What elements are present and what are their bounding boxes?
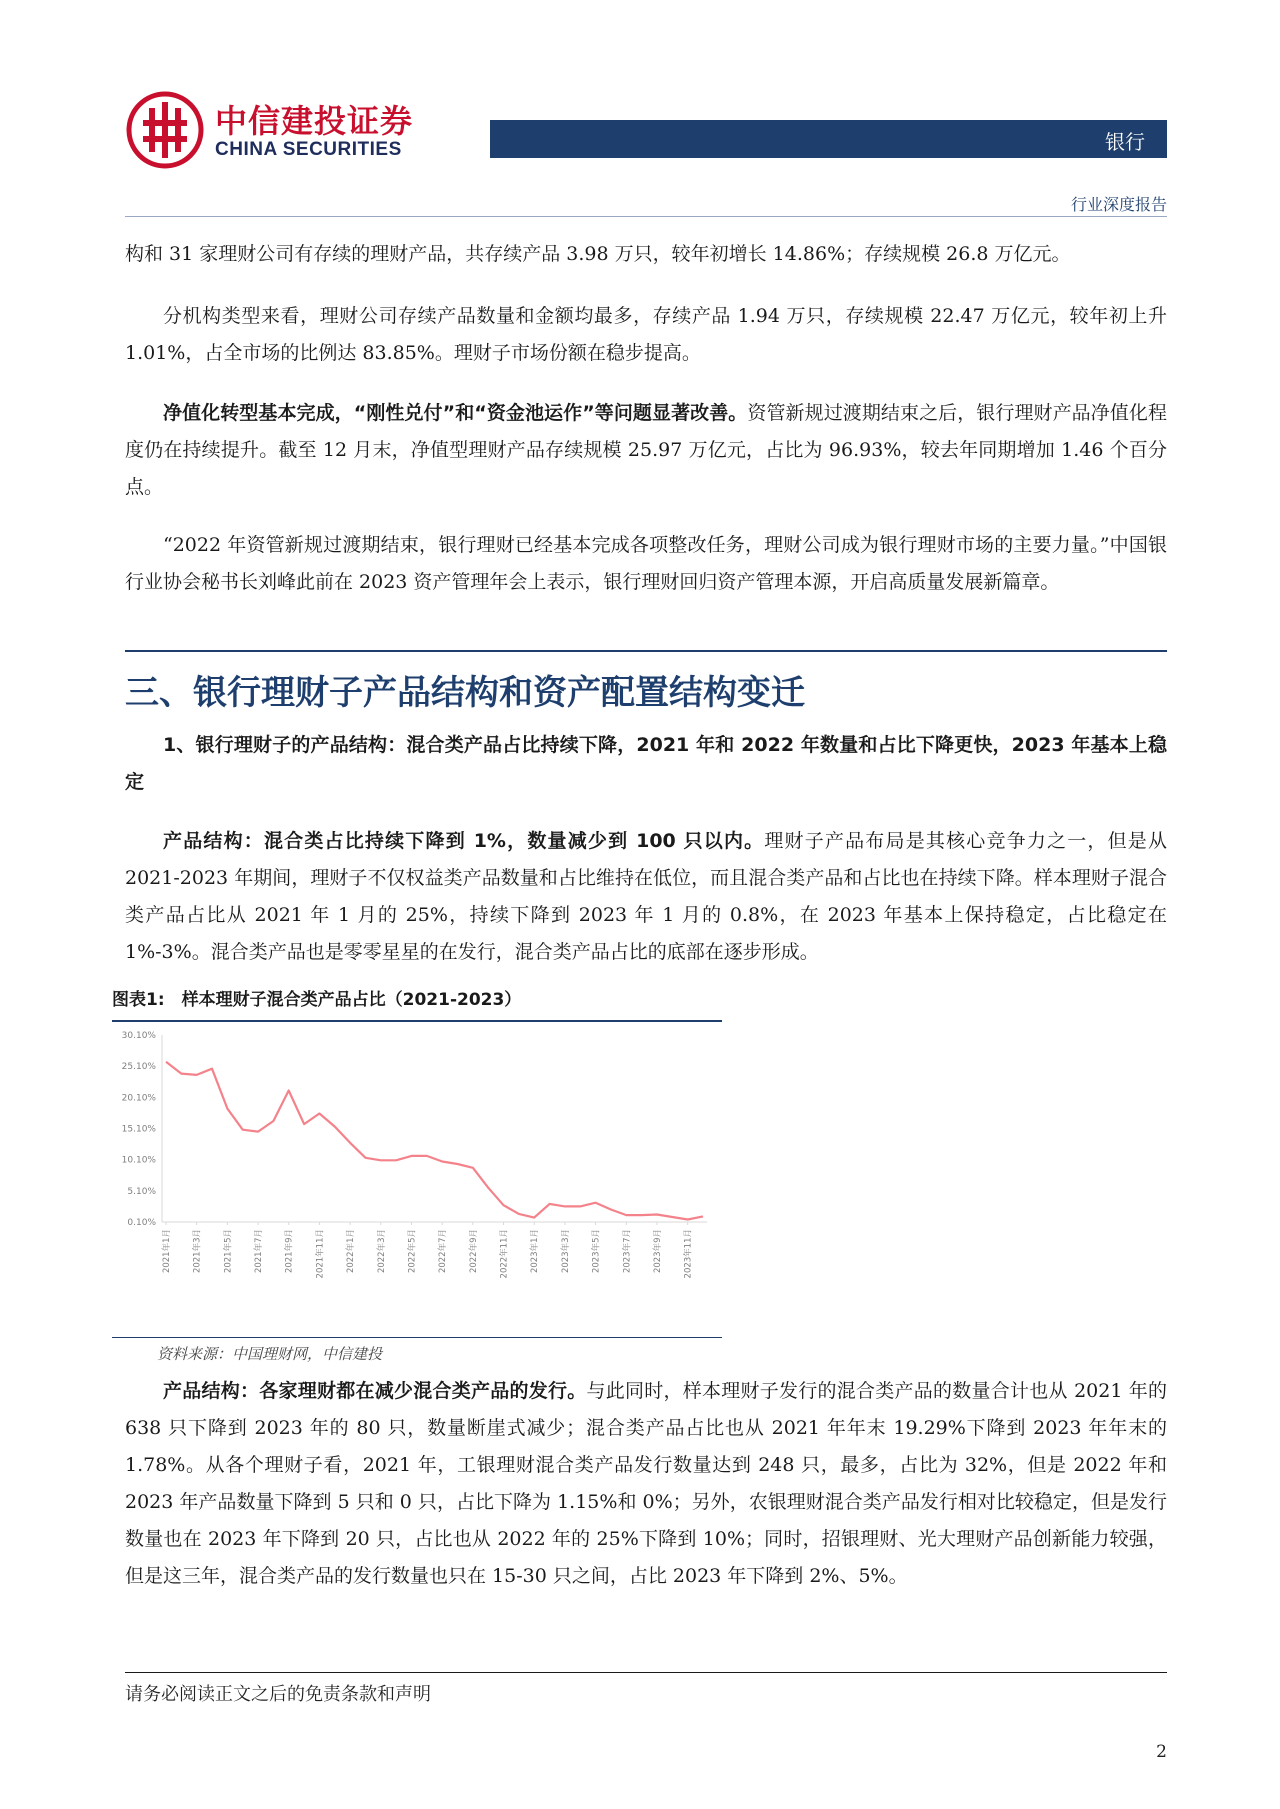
y-tick-label: 20.10% xyxy=(121,1093,156,1104)
paragraph-2: 分机构类型来看，理财公司存续产品数量和金额均最多，存续产品 1.94 万只，存续规模 22.47 万亿元，较年初上升 1.01%，占全市场的比例达 83.85%。理财子市场份额在稳步提高。 xyxy=(125,305,1167,364)
figure-bottom-rule xyxy=(112,1337,722,1338)
paragraph-3-lead: 净值化转型基本完成，“刚性兑付”和“资金池运作”等问题显著改善。 xyxy=(163,402,748,424)
paragraph-6-text: 与此同时，样本理财子发行的混合类产品的数量合计也从 2021 年的 638 只下降到 2023 年的 80 只，数量断崖式减少；混合类产品占比也从 2021 年年末 19.29%下降到 2023 年年末的 1.78%。从各个理财子看，2021 年，工银理财混合类产品发行数量达到 248 只，最多，占比为 32%，但是 2022 年和 2023 年产品数量下降到 5 只和 0 只，占比下降为 1.15%和 0%；另外，农银理财混合类产品发行相对比较稳定，但是发行数量也在 2023 年下降到 20 只，占比也从 2022 年的 25%下降到 10%；同时，招银理财、光大理财产品创新能力较强，但是这三年，混合类产品的发行数量也只在 15-30 只之间，占比 2023 年下降到 2%、5%。 xyxy=(125,1380,1167,1587)
category-label: 银行 xyxy=(1105,130,1145,154)
x-tick-label: 2023年9月 xyxy=(652,1229,663,1274)
paragraph-6 xyxy=(125,1373,1167,1595)
header-divider xyxy=(125,216,1167,217)
x-tick-label: 2021年3月 xyxy=(192,1229,203,1274)
x-tick-label: 2022年1月 xyxy=(346,1229,357,1274)
paragraph-3 xyxy=(125,395,1167,506)
x-tick-label: 2023年3月 xyxy=(560,1229,571,1274)
figure-title: 图表1: 样本理财子混合类产品占比（2021-2023） xyxy=(112,990,522,1010)
logo-english-name: CHINA SECURITIES xyxy=(215,139,402,160)
y-tick-label: 10.10% xyxy=(121,1155,156,1166)
footer-divider xyxy=(125,1672,1167,1673)
section-title: 三、银行理财子产品结构和资产配置结构变迁 xyxy=(125,673,805,713)
x-tick-label: 2022年5月 xyxy=(407,1229,418,1274)
mixed-product-share-chart xyxy=(112,1022,722,1336)
series-line-mixed-share xyxy=(166,1062,703,1220)
paragraph-5-text: 理财子产品布局是其核心竞争力之一，但是从 2021-2023 年期间，理财子不仅权益类产品数量和占比维持在低位，而且混合类产品和占比也在持续下降。样本理财子混合类产品占比从 2021 年 1 月的 25%，持续下降到 2023 年 1 月的 0.8%，在 2023 年基本上保持稳定，占比稳定在 1%-3%。混合类产品也是零零星星的在发行，混合类产品占比的底部在逐步形成。 xyxy=(125,830,1167,963)
x-tick-label: 2023年11月 xyxy=(683,1229,694,1279)
paragraph-5-lead: 产品结构：混合类占比持续下降到 1%，数量减少到 100 只以内。 xyxy=(163,830,765,852)
category-banner xyxy=(490,120,1167,158)
x-tick-label: 2021年5月 xyxy=(223,1229,234,1274)
x-tick-label: 2023年7月 xyxy=(622,1229,633,1274)
y-tick-label: 25.10% xyxy=(121,1062,156,1073)
report-type: 行业深度报告 xyxy=(1070,195,1167,214)
paragraph-3-text: 资管新规过渡期结束之后，银行理财产品净值化程度仍在持续提升。截至 12 月末，净值型理财产品存续规模 25.97 万亿元，占比为 96.93%，较去年同期增加 1.46 个百分点。 xyxy=(125,402,1167,498)
y-tick-label: 30.10% xyxy=(121,1031,156,1041)
x-tick-label: 2022年11月 xyxy=(499,1229,510,1279)
y-tick-label: 5.10% xyxy=(127,1186,156,1197)
paragraph-1: 构和 31 家理财公司有存续的理财产品，共存续产品 3.98 万只，较年初增长 14.86%；存续规模 26.8 万亿元。 xyxy=(125,243,1071,265)
section-divider xyxy=(125,650,1167,652)
logo-chinese-name: 中信建投证券 xyxy=(215,102,414,140)
paragraph-4: “2022 年资管新规过渡期结束，银行理财已经基本完成各项整改任务，理财公司成为银行理财市场的主要力量。”中国银行业协会秘书长刘峰此前在 2023 资产管理年会上表示，银行理财回归资产管理本源，开启高质量发展新篇章。 xyxy=(125,534,1167,593)
paragraph-5 xyxy=(125,823,1167,971)
x-tick-label: 2022年9月 xyxy=(468,1229,479,1274)
x-tick-label: 2022年3月 xyxy=(376,1229,387,1274)
page-number: 2 xyxy=(1156,1742,1167,1762)
y-tick-label: 0.10% xyxy=(127,1218,156,1228)
x-tick-label: 2021年7月 xyxy=(254,1229,265,1274)
x-tick-label: 2022年7月 xyxy=(438,1229,449,1274)
figure-source: 资料来源：中国理财网，中信建投 xyxy=(157,1345,383,1363)
x-tick-label: 2023年5月 xyxy=(591,1229,602,1274)
x-tick-label: 2021年1月 xyxy=(162,1229,172,1274)
y-tick-label: 15.10% xyxy=(121,1124,156,1135)
china-securities-logo xyxy=(125,90,205,170)
x-tick-label: 2021年9月 xyxy=(284,1229,295,1274)
x-tick-label: 2023年1月 xyxy=(530,1229,541,1274)
x-tick-label: 2021年11月 xyxy=(315,1229,326,1279)
paragraph-6-lead: 产品结构：各家理财都在减少混合类产品的发行。 xyxy=(163,1380,587,1402)
subsection-title: 1、银行理财子的产品结构：混合类产品占比持续下降，2021 年和 2022 年数量和占比下降更快，2023 年基本上稳定 xyxy=(125,734,1167,793)
disclaimer: 请务必阅读正文之后的免责条款和声明 xyxy=(125,1684,431,1705)
